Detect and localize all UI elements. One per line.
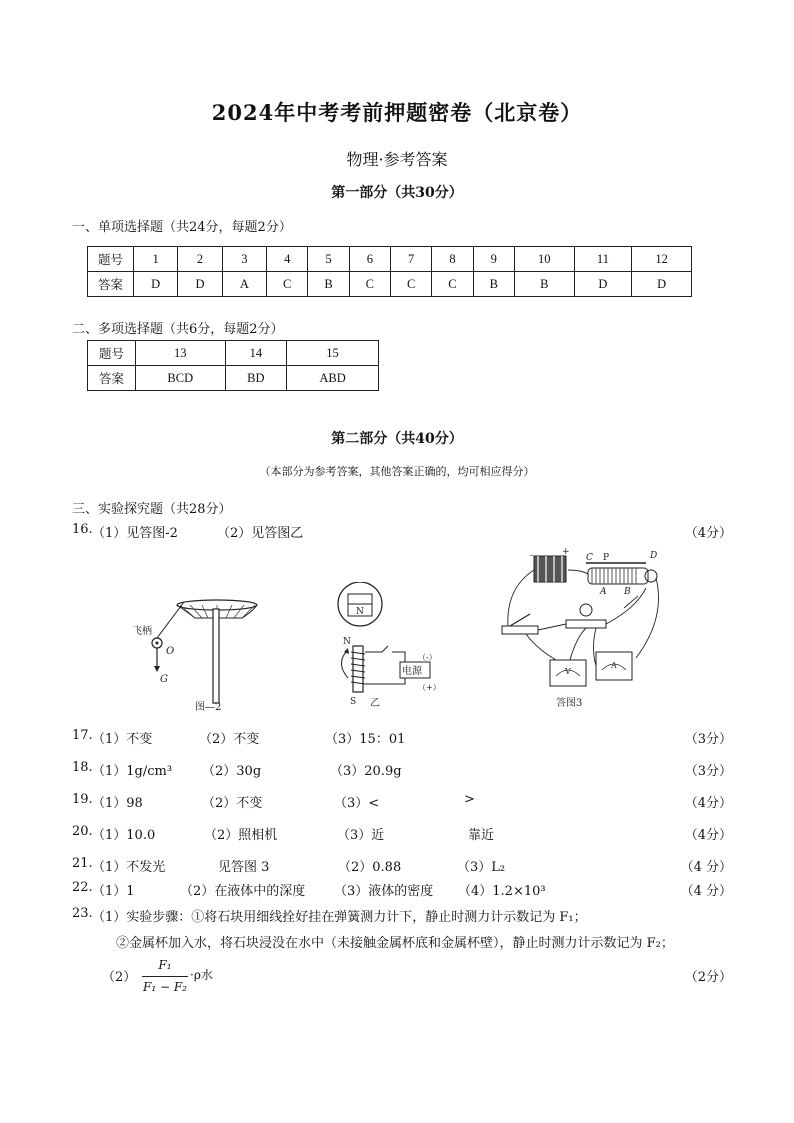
- score: （3分）: [684, 764, 732, 779]
- table-cell: 6: [349, 247, 390, 272]
- table-cell: 14: [225, 341, 287, 366]
- answer-row-17: [72, 728, 732, 746]
- table-cell: BD: [225, 366, 287, 391]
- power-label: 电源: [402, 666, 422, 677]
- battery: [534, 556, 566, 582]
- answer-part: 靠近: [468, 828, 495, 843]
- table-cell: D: [632, 272, 692, 297]
- answer-part: （1）不发光: [92, 860, 166, 875]
- question-number: 17.: [72, 728, 93, 743]
- score: （4 分）: [680, 884, 732, 899]
- pole-n: N: [343, 637, 351, 647]
- answer-part: （4）1.2×10³: [458, 884, 546, 899]
- formula-numerator: F₁: [158, 958, 172, 972]
- part2-heading: 第二部分（共40分）: [331, 431, 463, 447]
- answer-part: （2）: [102, 970, 137, 985]
- formula-denominator: F₁ − F₂: [143, 980, 187, 994]
- table-cell: A: [222, 272, 266, 297]
- question-number: 20.: [72, 824, 93, 839]
- table-cell: C: [267, 272, 308, 297]
- table-row: [88, 341, 379, 366]
- score: （4分）: [684, 796, 732, 811]
- row-header: 题号: [88, 247, 134, 272]
- label-c: C: [586, 553, 593, 563]
- answer-part: （1）见答图-2: [92, 526, 178, 541]
- answer-part: （3）L₂: [457, 860, 506, 875]
- answer-part: （2）0.88: [338, 860, 402, 875]
- pole-n-top: N: [356, 607, 364, 617]
- switch-base: [502, 626, 538, 634]
- answer-row-23: [72, 906, 732, 924]
- scoring-note: （本部分为参考答案，其他答案正确的，均可相应得分）: [259, 465, 535, 478]
- question-number: 19.: [72, 792, 93, 807]
- figure-label: 乙: [370, 698, 380, 709]
- answer-row-19: [72, 792, 732, 810]
- table-cell: C: [390, 272, 431, 297]
- battery-minus: -: [530, 551, 534, 561]
- table-cell: D: [574, 272, 632, 297]
- table-cell: 15: [287, 341, 379, 366]
- table-cell: 10: [514, 247, 574, 272]
- plus-label: （+）: [418, 683, 441, 692]
- question-number: 23.: [72, 906, 93, 921]
- answer-part: （2）在液体中的深度: [180, 884, 306, 899]
- table-cell: 4: [267, 247, 308, 272]
- table-cell: B: [308, 272, 349, 297]
- answer-part: （2）30g: [202, 764, 262, 779]
- figure-label: 图—2: [195, 702, 222, 713]
- answer-part: （3）液体的密度: [334, 884, 434, 899]
- section1-heading: 一、单项选择题（共24分，每题2分）: [72, 220, 292, 235]
- figure-lever: [120, 590, 270, 715]
- answer-part: （3）20.9g: [330, 764, 402, 779]
- table-cell: 2: [178, 247, 222, 272]
- answer-part: 见答图 3: [218, 860, 270, 875]
- score: （4 分）: [680, 860, 732, 875]
- table-cell: B: [514, 272, 574, 297]
- row-header: 题号: [88, 341, 136, 366]
- handle-label: 飞柄: [132, 626, 152, 637]
- table-row: [88, 247, 692, 272]
- answer-part: （3）近: [337, 828, 385, 843]
- fraction-bar: [142, 976, 188, 977]
- multi-choice-table: [87, 340, 379, 391]
- label-p: P: [603, 553, 610, 563]
- lamp-base: [566, 620, 606, 628]
- answer-part: （2）照相机: [204, 828, 278, 843]
- table-cell: 13: [136, 341, 226, 366]
- table-cell: D: [178, 272, 222, 297]
- document-subtitle: 物理·参考答案: [346, 150, 448, 169]
- table-cell: 12: [632, 247, 692, 272]
- table-cell: 9: [473, 247, 514, 272]
- question-number: 21.: [72, 856, 93, 871]
- answer-part: （3）15：01: [325, 732, 406, 747]
- figure-electromagnet: [320, 582, 450, 710]
- battery-plus: +: [562, 548, 570, 557]
- answer-row-22: [72, 880, 732, 898]
- document-title: 2024年中考考前押题密卷（北京卷）: [211, 100, 583, 125]
- circuit-wire-bottom: [365, 678, 405, 684]
- question-number: 22.: [72, 880, 93, 895]
- circuit-wire-top: [365, 646, 405, 662]
- pole-s: S: [350, 697, 357, 707]
- compass-needle-top: [348, 594, 372, 604]
- row-header: 答案: [88, 272, 134, 297]
- table-cell: D: [134, 272, 178, 297]
- score: （4分）: [684, 526, 732, 541]
- answer-part: （2）不变: [199, 732, 260, 747]
- table-cell: 7: [390, 247, 431, 272]
- pole: [213, 609, 219, 703]
- arrow-head: [154, 666, 160, 672]
- answer-step-2: ②金属杯加入水，将石块浸没在水中（未接触金属杯底和金属杯壁），静止时测力计示数记为 F₂；: [116, 936, 674, 951]
- answer-row-20: [72, 824, 732, 842]
- table-cell: B: [473, 272, 514, 297]
- point-o-label: O: [166, 646, 175, 657]
- voltmeter-label: V: [565, 667, 571, 676]
- table-cell: BCD: [136, 366, 226, 391]
- section2-heading: 二、多项选择题（共6分，每题2分）: [72, 322, 284, 337]
- answer-row-16: [72, 522, 732, 540]
- score: （2分）: [684, 970, 732, 985]
- question-number: 16.: [72, 522, 93, 537]
- answer-part: （3）<: [334, 796, 380, 811]
- switch-lever: [510, 614, 530, 626]
- answer-part: （1）1g/cm³: [92, 764, 173, 779]
- answer-row-21: [72, 856, 732, 874]
- section3-heading: 三、实验探究题（共28分）: [72, 502, 232, 517]
- question-number: 18.: [72, 760, 93, 775]
- label-a: A: [600, 587, 607, 597]
- answer-row-18: [72, 760, 732, 778]
- table-cell: 8: [432, 247, 473, 272]
- answer-row-23-step2: [72, 932, 732, 950]
- part1-heading: 第一部分（共30分）: [331, 185, 463, 201]
- table-row: [88, 272, 692, 297]
- answer-part: （1）1: [92, 884, 135, 899]
- table-cell: 1: [134, 247, 178, 272]
- answer-part: >: [464, 792, 475, 807]
- current-arrow: [341, 652, 348, 678]
- answer-part: （1）98: [92, 796, 143, 811]
- label-b: B: [624, 587, 631, 597]
- table-cell: C: [349, 272, 390, 297]
- table-cell: 11: [574, 247, 632, 272]
- lever-arm: [157, 602, 184, 638]
- table-row: [88, 366, 379, 391]
- answer-step-1: （1）实验步骤：①将石块用细线拴好挂在弹簧测力计下，静止时测力计示数记为 F₁；: [92, 910, 587, 925]
- answer-part: （1）不变: [92, 732, 153, 747]
- figure-circuit: [496, 548, 666, 710]
- table-cell: C: [432, 272, 473, 297]
- answer-part: （1）10.0: [92, 828, 156, 843]
- table-cell: 5: [308, 247, 349, 272]
- table-cell: 3: [222, 247, 266, 272]
- answer-row-23-formula: [72, 958, 732, 1002]
- ammeter-label: A: [611, 661, 617, 670]
- formula-suffix: ·ρ水: [190, 968, 213, 982]
- table-cell: ABD: [287, 366, 379, 391]
- single-choice-table: [87, 246, 692, 297]
- figure-label: 答图3: [556, 698, 583, 709]
- answer-part: （2）不变: [202, 796, 263, 811]
- score: （3分）: [684, 732, 732, 747]
- rheostat: [588, 568, 648, 584]
- score: （4分）: [684, 828, 732, 843]
- minus-label: （-）: [418, 653, 437, 662]
- lamp-bulb: [580, 604, 592, 616]
- pivot-dot: [156, 642, 159, 645]
- row-header: 答案: [88, 366, 136, 391]
- force-g-label: G: [160, 674, 168, 685]
- answer-part: （2）见答图乙: [217, 526, 304, 541]
- label-d: D: [650, 551, 658, 561]
